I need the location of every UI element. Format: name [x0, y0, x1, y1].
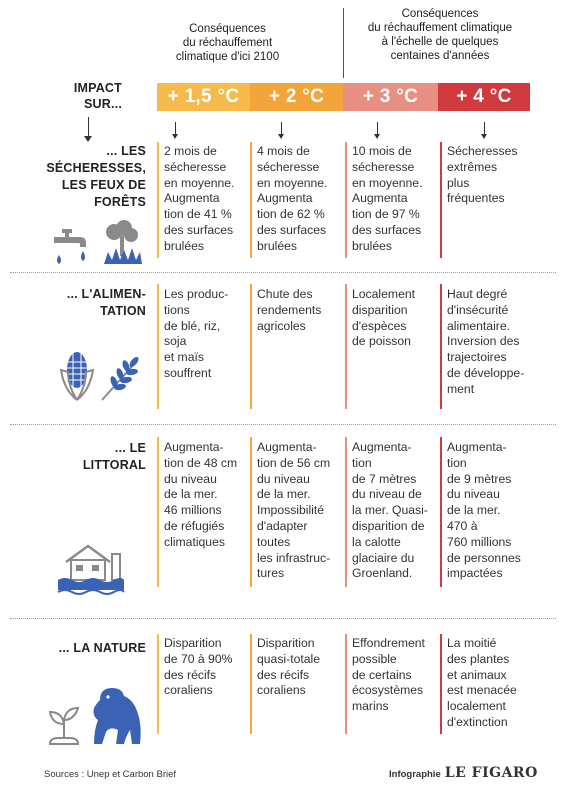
row-label-alimentation: ... L'ALIMEN- TATION — [66, 287, 146, 318]
row-separator-3 — [10, 618, 556, 619]
corn-icon — [58, 350, 96, 406]
tick-head-2 — [278, 134, 284, 139]
tick-head-4 — [481, 134, 487, 139]
impact-label: IMPACT SUR... — [73, 81, 122, 111]
cell-secheresses-4: Sécheresses extrêmes plus fréquentes — [447, 144, 518, 206]
cell-secheresses-1-5: 2 mois de sécheresse en moyenne. Augmenta tion de 41 % des surfaces brulées — [164, 144, 235, 253]
faucet-icon — [50, 225, 92, 267]
row-label-nature: ... LA NATURE — [58, 641, 146, 655]
temp-bar-1-5: + 1,5 °C — [157, 83, 250, 111]
cell-alimentation-4: Haut degré d'insécurité alimentaire. Inversion des trajectoires de développe- ment — [447, 287, 525, 396]
cell-secheresses-2: 4 mois de sécheresse en moyenne. Augmenta tion de 62 % des surfaces brulées — [257, 144, 328, 253]
row-label-littoral: ... LE LITTORAL — [82, 441, 146, 472]
cell-nature-3: Effondrement possible de certains écosystèmes marins — [352, 636, 425, 714]
tick-head-1 — [172, 134, 178, 139]
gorilla-icon — [84, 686, 146, 748]
cell-alimentation-2: Chute des rendements agricoles — [257, 287, 322, 333]
cell-littoral-2: Augmenta- tion de 56 cm du niveau de la mer. Impossibilité d'adapter toutes les infrastruc- tures — [257, 440, 331, 581]
row-separator-1 — [10, 272, 556, 273]
row-label-secheresses: ... LES SÉCHERESSES, LES FEUX DE FORÊTS — [46, 144, 146, 209]
temp-bar-4: + 4 °C — [438, 83, 530, 111]
cell-littoral-4: Augmenta- tion de 9 mètres du niveau de la mer. 470 à 760 millions de personnes impactées — [447, 440, 521, 581]
header-divider — [343, 8, 344, 78]
header-note-centuries: Conséquences du réchauffement climatique à l'échelle de quelques centaines d'années — [367, 8, 513, 62]
cell-littoral-3: Augmenta- tion de 7 mètres du niveau de la mer. Quasi- disparition de la calotte glaciaire du Groenland. — [352, 440, 428, 581]
impact-arrow-head — [84, 136, 92, 142]
cell-alimentation-1-5: Les produc- tions de blé, riz, soja et maïs souffrent — [164, 287, 229, 380]
row-separator-2 — [10, 424, 556, 425]
temp-bar-2: + 2 °C — [250, 83, 343, 111]
temp-bar-3: + 3 °C — [343, 83, 438, 111]
burning-tree-icon — [100, 220, 144, 266]
flooded-house-icon — [56, 540, 126, 600]
sprout-icon — [44, 700, 84, 746]
footer-infographie: Infographie — [389, 769, 441, 780]
le-figaro-logo: LE FIGARO — [444, 765, 538, 781]
footer-sources: Sources : Unep et Carbon Brief — [44, 769, 177, 780]
cell-nature-4: La moitié des plantes et animaux est menacée localement d'extinction — [447, 636, 517, 729]
wheat-icon — [98, 354, 144, 402]
tick-head-3 — [374, 134, 380, 139]
cell-secheresses-3: 10 mois de sécheresse en moyenne. Augmenta tion de 97 % des surfaces brulées — [352, 144, 423, 253]
footer-credit — [389, 765, 538, 781]
cell-littoral-1-5: Augmenta- tion de 48 cm du niveau de la mer. 46 millions de réfugiés climatiques — [164, 440, 238, 549]
header-note-2100: Conséquences du réchauffement climatique d'ici 2100 — [175, 23, 280, 63]
cell-nature-2: Disparition quasi-totale des récifs coraliens — [257, 636, 321, 698]
cell-alimentation-3: Localement disparition d'espèces de poisson — [352, 287, 416, 349]
cell-nature-1-5: Disparition de 70 à 90% des récifs coraliens — [164, 636, 233, 698]
